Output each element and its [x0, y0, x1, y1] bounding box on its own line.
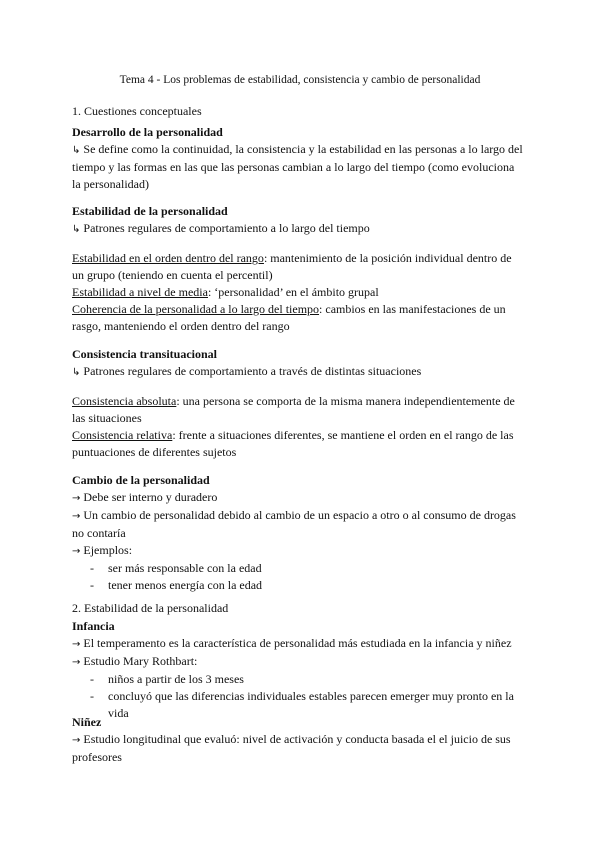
desarrollo-text: ↳ Se define como la continuidad, la consistencia y la estabilidad en las personas a lo largo del tiempo y las formas en las que las personas cambian a lo largo del tiempo (como evoluciona la personalidad) [72, 142, 523, 191]
definition-item: Estabilidad en el orden dentro del rango: mantenimiento de la posición individual dentro de un grupo (teniendo en cuenta el percentil) [72, 251, 512, 282]
estabilidad-text: ↳ Patrones regulares de comportamiento a lo largo del tiempo [72, 221, 370, 235]
cambio-heading: Cambio de la personalidad [72, 473, 210, 487]
consistencia-definitions [72, 393, 524, 461]
definition-term: Coherencia de la personalidad a lo largo del tiempo [72, 302, 320, 316]
infancia-line: → El temperamento es la característica de personalidad más estudiada en la infancia y niñez [72, 636, 512, 650]
cambio-line: → Un cambio de personalidad debido al cambio de un espacio a otro o al consumo de drogas no contaría [72, 508, 516, 540]
infancia-heading: Infancia [72, 619, 115, 633]
arrow-icon: → [72, 639, 81, 650]
desarrollo-block [72, 124, 524, 193]
list-item: - concluyó que las diferencias individuales estables parecen emerger muy pronto en la vida [72, 688, 524, 722]
infancia-block [72, 618, 524, 722]
desarrollo-heading: Desarrollo de la personalidad [72, 125, 223, 139]
cambio-block [72, 472, 524, 594]
cambio-line: → Debe ser interno y duradero [72, 490, 218, 504]
consistencia-heading: Consistencia transituacional [72, 347, 218, 361]
ninez-line: → Estudio longitudinal que evaluó: nivel de activación y conducta basada el el juicio de sus profesores [72, 732, 511, 764]
definition-item: Consistencia absoluta: una persona se comporta de la misma manera independientemente de las situaciones [72, 394, 515, 425]
estabilidad-definitions [72, 250, 524, 335]
definition-item: Estabilidad a nivel de media: ‘personalidad’ en el ámbito grupal [72, 285, 379, 299]
arrow-icon: → [72, 657, 81, 668]
arrow-icon: → [72, 511, 81, 522]
definition-term: Consistencia absoluta [72, 394, 177, 408]
infancia-line: → Estudio Mary Rothbart: [72, 654, 198, 668]
definition-term: Consistencia relativa [72, 428, 173, 442]
section-1-heading: 1. Cuestiones conceptuales [72, 104, 202, 118]
arrow-icon: → [72, 493, 81, 504]
ninez-block [72, 714, 524, 766]
definition-item: Coherencia de la personalidad a lo largo del tiempo: cambios en las manifestaciones de un rasgo, manteniendo el orden dentro del rango [72, 302, 506, 333]
definition-term: Estabilidad a nivel de media [72, 285, 208, 299]
cambio-line: → Ejemplos: [72, 543, 133, 557]
estabilidad-block [72, 203, 524, 238]
definition-term: Estabilidad en el orden dentro del rango [72, 251, 264, 265]
estabilidad-heading: Estabilidad de la personalidad [72, 204, 228, 218]
ninez-heading: Niñez [72, 715, 102, 729]
definition-item: Consistencia relativa: frente a situaciones diferentes, se mantiene el orden en el rango de las puntuaciones de diferentes sujetos [72, 428, 514, 459]
list-item: - niños a partir de los 3 meses [72, 671, 524, 688]
document-title: Tema 4 - Los problemas de estabilidad, consistencia y cambio de personalidad [119, 74, 481, 86]
return-arrow-icon: ↳ [72, 224, 81, 235]
consistencia-text: ↳ Patrones regulares de comportamiento a través de distintas situaciones [72, 364, 422, 378]
list-item: - tener menos energía con la edad [72, 577, 524, 594]
arrow-icon: → [72, 735, 81, 746]
return-arrow-icon: ↳ [72, 367, 81, 378]
consistencia-block [72, 346, 524, 381]
return-arrow-icon: ↳ [72, 145, 81, 156]
list-item: - ser más responsable con la edad [72, 560, 524, 577]
arrow-icon: → [72, 546, 81, 557]
section-2-heading: 2. Estabilidad de la personalidad [72, 601, 229, 615]
